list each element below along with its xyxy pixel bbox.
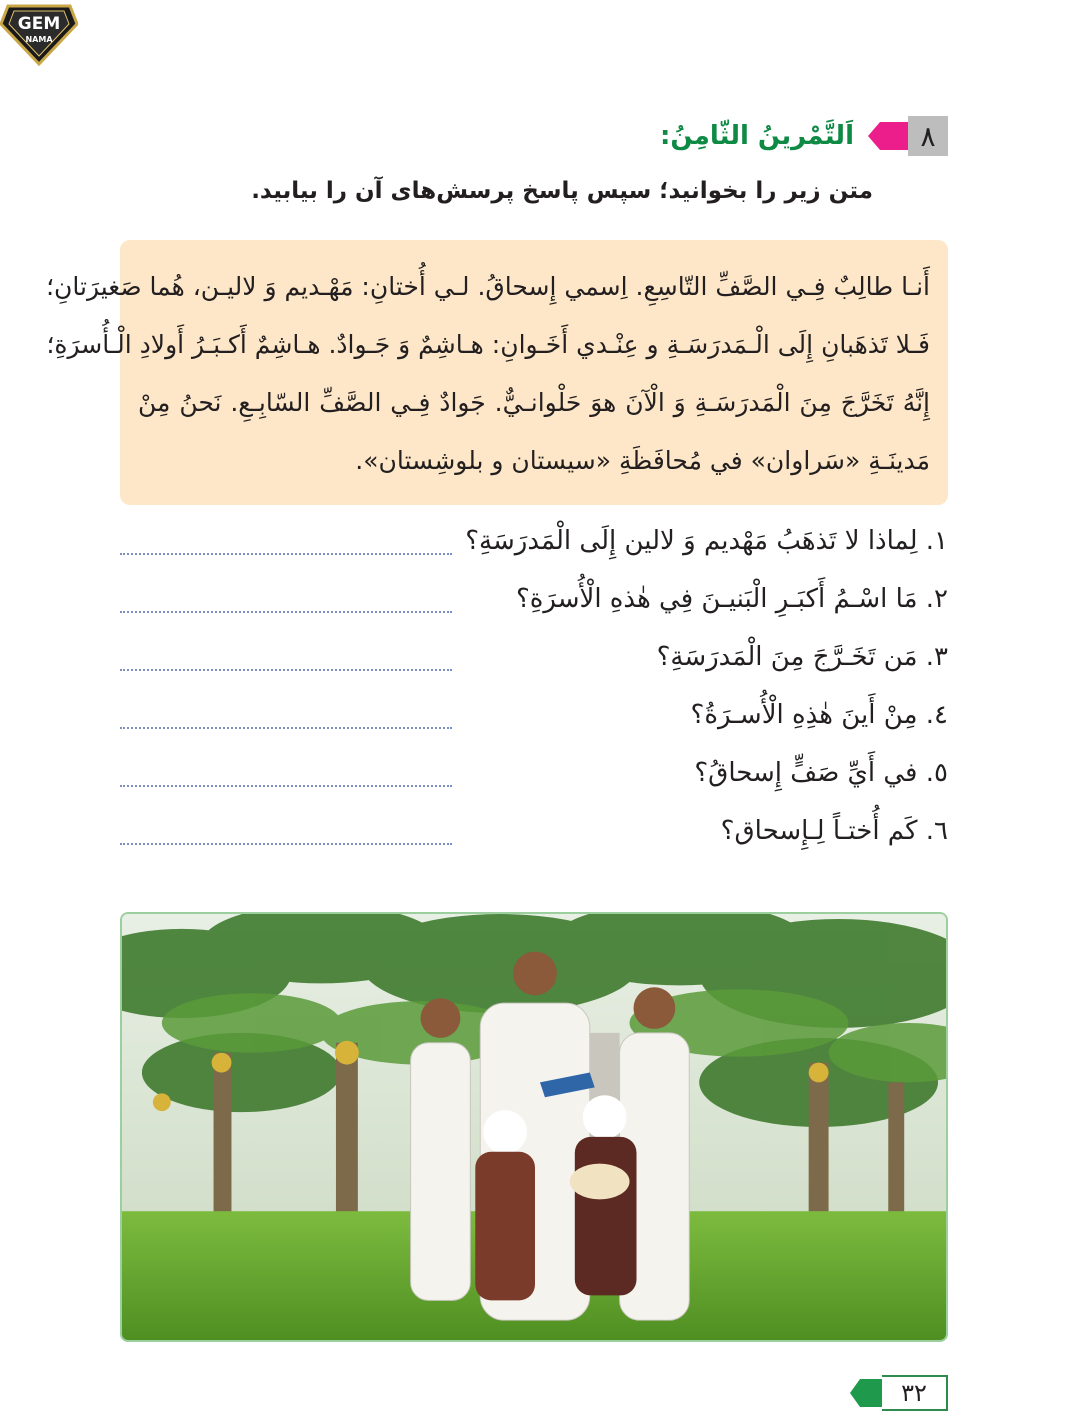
passage-line: إِنَّهُ تَخَرَّجَ مِنَ الْمَدرَسَـةِ وَ الْآنَ هوَ حَلْوانـيٌّ. جَوادٌ فِـي الصَّفِّ السّابِـعِ. نَحنُ مِنْ <box>138 388 930 417</box>
answer-line[interactable] <box>120 785 452 787</box>
answer-line[interactable] <box>120 611 452 613</box>
exercise-number: ٨ <box>908 116 948 156</box>
question-item <box>120 520 948 578</box>
instruction-text: متن زیر را بخوانید؛ سپس پاسخ پرسش‌های آن را بیابید. <box>251 178 873 204</box>
answer-line[interactable] <box>120 669 452 671</box>
logo-text-gem: GEM <box>17 14 61 34</box>
question-text: ٢. مَا اسْـمُ أَكبَـرِ الْبَنيـنَ فِي هٰذهِ الْأُسرَةِ؟ <box>515 584 948 614</box>
question-item <box>120 810 948 868</box>
question-text: ٦. كَم أُختـاً لِـإِسحاق؟ <box>720 816 948 846</box>
question-text: ٥. في أَيِّ صَفٍّ إِسحاقُ؟ <box>694 758 948 788</box>
page-number-text: ٣٢ <box>882 1375 948 1411</box>
question-text: ٤. مِنْ أَينَ هٰذِهِ الْأُسـرَةُ؟ <box>690 700 948 730</box>
exercise-tag-icon <box>866 116 908 156</box>
question-item <box>120 636 948 694</box>
question-text: ١. لِماذا لا تَذهَبُ مَهْديم وَ لالين إِلَى الْمَدرَسَةِ؟ <box>465 526 948 556</box>
answer-line[interactable] <box>120 553 452 555</box>
answer-line[interactable] <box>120 727 452 729</box>
answer-line[interactable] <box>120 843 452 845</box>
question-item <box>120 694 948 752</box>
question-list <box>120 520 948 868</box>
page-number <box>848 1375 948 1411</box>
question-item <box>120 578 948 636</box>
passage-line: أَنـا طالِبٌ فِـي الصَّفِّ التّاسِعِ. اِسمي إِسحاقُ. لـي أُختانِ: مَهْـديم وَ لالیـن، هُما صَغيرَتانِ؛ <box>46 272 930 301</box>
passage-line: مَدينَـةِ «سَراوان» في مُحافَظَةِ «سيستان و بلوشِستان». <box>355 446 930 475</box>
exercise-title: اَلتَّمْرينُ الثّامِنُ: <box>659 121 854 151</box>
gemnama-logo <box>0 0 78 66</box>
question-item <box>120 752 948 810</box>
reading-passage <box>46 240 948 505</box>
question-text: ٣. مَن تَخَـرَّجَ مِنَ الْمَدرَسَةِ؟ <box>656 642 948 672</box>
passage-line: فَـلا تَذهَبانِ إِلَى الْـمَدرَسَـةِ و عِنْـدي أَخَـوانِ: هـاشِمٌ وَ جَـوادٌ. هـاشِمٌ أَكـبَـرُ أَولادِ الْـأُسرَةِ؛ <box>46 330 930 359</box>
page-tag-icon <box>848 1375 882 1411</box>
exercise-heading <box>660 116 948 156</box>
family-photo <box>120 912 948 1342</box>
logo-text-nama: NAMA <box>25 35 53 44</box>
